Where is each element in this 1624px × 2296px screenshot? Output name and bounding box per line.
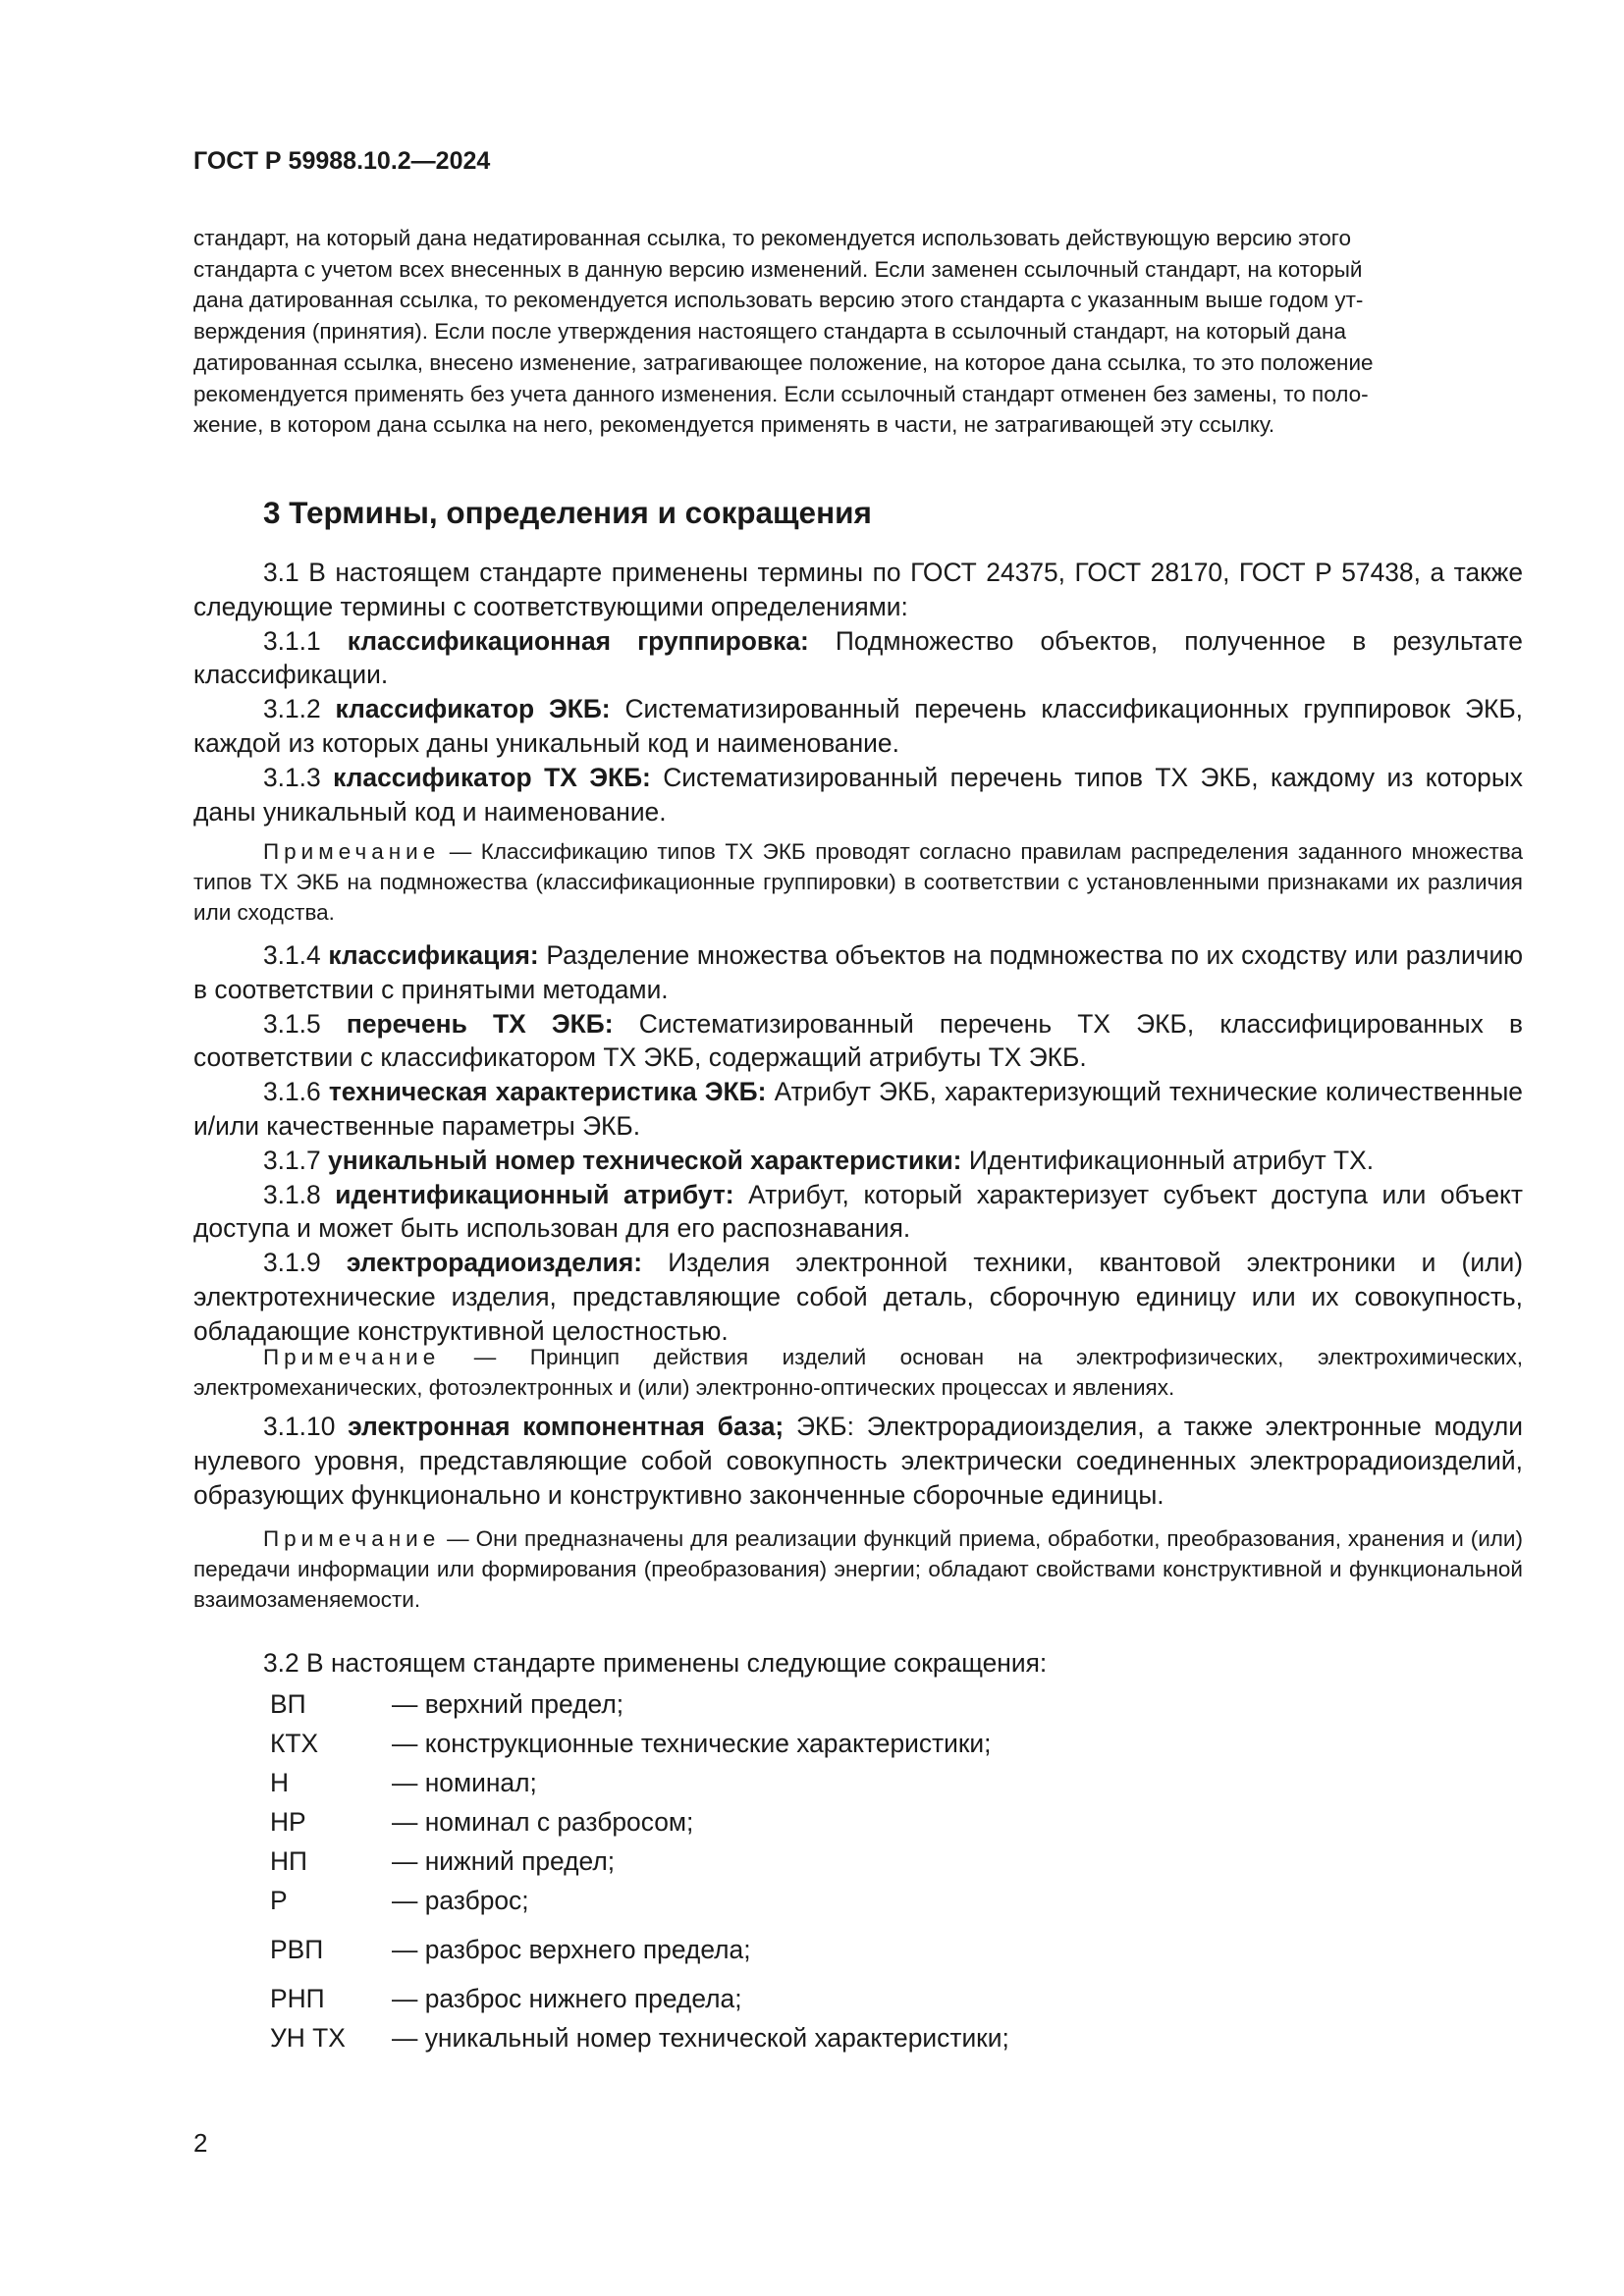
- term-3-1-5: 3.1.5 перечень ТХ ЭКБ: Систематизированный перечень ТХ ЭКБ, классифицированных в соответствии с классификатором ТХ ЭКБ, содержащий атрибуты ТХ ЭКБ.: [193, 1008, 1523, 1073]
- term-3-1-3: 3.1.3 классификатор ТХ ЭКБ: Систематизированный перечень типов ТХ ЭКБ, каждому из которых даны уникальный код и наименование.: [193, 762, 1523, 827]
- document-header: ГОСТ Р 59988.10.2—2024: [193, 147, 491, 175]
- term-title: электрорадиоизделия:: [346, 1248, 643, 1278]
- term-title: классификатор ЭКБ:: [335, 694, 611, 724]
- abbreviation-meaning: — разброс верхнего предела;: [392, 1935, 751, 1964]
- note-text: — Принцип действия изделий основан на электрофизических, электрохимических, электромеханических, фотоэлектронных и (или) электронно-оптических процессах и явлениях.: [193, 1345, 1523, 1400]
- terms-block-1: [193, 556, 1523, 828]
- intro-line: жение, в котором дана ссылка на него, рекомендуется применять в части, не затрагивающей эту ссылку.: [193, 412, 1275, 438]
- abbreviation-code: НП: [270, 1846, 308, 1876]
- intro-line: датированная ссылка, внесено изменение, затрагивающее положение, на которое дана ссылка, то это положение: [193, 349, 1374, 375]
- term-title: электронная компонентная база;: [348, 1412, 785, 1441]
- term-3-1-10: 3.1.10 электронная компонентная база; ЭКБ: Электрорадиоизделия, а также электронные модули нулевого уровня, представляющие собой совокупность электрически соединенных электрорадиоизделий, образующих функционально и конструктивно законченные сборочные единицы.: [193, 1412, 1523, 1510]
- note-label: Примечание: [263, 1345, 441, 1369]
- note-text: — Они предназначены для реализации функций приема, обработки, преобразования, хранения и (или) передачи информации или формирования (преобразования) энергии; обладают свойствами конструктивной и функциональной взаимозаменяемости.: [193, 1526, 1523, 1612]
- abbreviation-code: РВП: [270, 1935, 324, 1964]
- term-title: уникальный номер технической характеристики:: [328, 1145, 962, 1175]
- term-3-1-4: 3.1.4 классификация: Разделение множества объектов на подмножества по их сходству или различию в соответствии с принятыми методами.: [193, 940, 1523, 1004]
- term-definition: ЭКБ: Электрорадиоизделия, а также электронные модули нулевого уровня, представляющие собой совокупность электрически соединенных электрорадиоизделий, образующих функционально и конструктивно законченные сборочные единицы.: [193, 1412, 1523, 1510]
- intro-line: рекомендуется применять без учета данного изменения. Если ссылочный стандарт отменен без замены, то поло-: [193, 381, 1369, 406]
- term-definition: Атрибут ЭКБ, характеризующий технические количественные и/или качественные параметры ЭКБ.: [193, 1077, 1523, 1141]
- note-1: [193, 836, 1523, 928]
- abbreviation-code: Р: [270, 1886, 288, 1915]
- abbreviation-meaning: — номинал с разбросом;: [392, 1807, 694, 1837]
- term-definition: Систематизированный перечень ТХ ЭКБ, классифицированных в соответствии с классификатором ТХ ЭКБ, содержащий атрибуты ТХ ЭКБ.: [193, 1008, 1523, 1073]
- note-text: — Классификацию типов ТХ ЭКБ проводят согласно правилам распределения заданного множества типов ТХ ЭКБ на подмножества (классификационные группировки) в соответствии с установленными признаками их различия или сходства.: [193, 839, 1523, 925]
- page-number: 2: [193, 2128, 208, 2158]
- note-label: Примечание: [263, 1526, 441, 1551]
- abbreviation-meaning: — нижний предел;: [392, 1846, 616, 1876]
- section-title: 3 Термины, определения и сокращения: [263, 495, 872, 530]
- term-definition: Разделение множества объектов на подмножества по их сходству или различию в соответствии с принятыми методами.: [193, 940, 1523, 1004]
- note-3: [193, 1523, 1523, 1615]
- term-3-1-2: 3.1.2 классификатор ЭКБ: Систематизированный перечень классификационных группировок ЭКБ, каждой из которых даны уникальный код и наименование.: [193, 694, 1523, 758]
- term-title: классификатор ТХ ЭКБ:: [333, 762, 651, 792]
- abbreviation-meaning: — конструкционные технические характеристики;: [392, 1729, 992, 1758]
- term-definition: Подмножество объектов, полученное в результате классификации.: [193, 625, 1523, 690]
- note-label: Примечание: [263, 839, 441, 864]
- term-3-1-1: 3.1.1 классификационная группировка: Подмножество объектов, полученное в результате классификации.: [193, 625, 1523, 690]
- intro-line: стандарта с учетом всех внесенных в данную версию изменений. Если заменен ссылочный стандарт, на который: [193, 256, 1363, 282]
- paragraph-3-1: 3.1 В настоящем стандарте применены термины по ГОСТ 24375, ГОСТ 28170, ГОСТ Р 57438, а также следующие термины с соответствующими определениями:: [193, 558, 1523, 621]
- note-2: [193, 1342, 1523, 1403]
- term-title: техническая характеристика ЭКБ:: [328, 1077, 767, 1107]
- intro-line: стандарт, на который дана недатированная ссылка, то рекомендуется использовать действующую версию этого: [193, 226, 1351, 250]
- abbreviation-code: ВП: [270, 1689, 306, 1719]
- term-title: классификация:: [328, 940, 539, 970]
- intro-paragraph: [193, 223, 1523, 441]
- abbreviation-meaning: — разброс нижнего предела;: [392, 1984, 742, 2013]
- abbreviation-code: РНП: [270, 1984, 325, 2013]
- abbreviation-meaning: — номинал;: [392, 1768, 537, 1797]
- term-title: классификационная группировка:: [347, 625, 809, 656]
- term-3-1-8: 3.1.8 идентификационный атрибут: Атрибут, который характеризует субъект доступа или объект доступа и может быть использован для его распознавания.: [193, 1179, 1523, 1244]
- term-definition: Систематизированный перечень классификационных группировок ЭКБ, каждой из которых даны уникальный код и наименование.: [193, 694, 1523, 758]
- terms-block-3: [193, 1410, 1523, 1512]
- term-definition: Атрибут, который характеризует субъект доступа или объект доступа и может быть использован для его распознавания.: [193, 1179, 1523, 1244]
- abbreviation-meaning: — верхний предел;: [392, 1689, 624, 1719]
- intro-line: верждения (принятия). Если после утверждения настоящего стандарта в ссылочный стандарт, на который дана: [193, 319, 1346, 345]
- term-3-1-6: 3.1.6 техническая характеристика ЭКБ: Атрибут ЭКБ, характеризующий технические количественные и/или качественные параметры ЭКБ.: [193, 1077, 1523, 1141]
- term-definition: Идентификационный атрибут ТХ.: [968, 1145, 1375, 1175]
- intro-line: дана датированная ссылка, то рекомендуется использовать версию этого стандарта с указанным выше годом ут-: [193, 288, 1364, 313]
- abbreviation-meaning: — уникальный номер технической характеристики;: [392, 2023, 1009, 2053]
- term-title: перечень ТХ ЭКБ:: [346, 1008, 614, 1039]
- abbreviation-meaning: — разброс;: [392, 1886, 529, 1915]
- term-definition: Изделия электронной техники, квантовой электроники и (или) электротехнические изделия, представляющие собой деталь, сборочную единицу или их совокупность, обладающие конструктивной целостностью.: [193, 1248, 1523, 1346]
- terms-block-2: [193, 938, 1523, 1349]
- paragraph-3-2: 3.2 В настоящем стандарте применены следующие сокращения:: [263, 1648, 1048, 1678]
- term-3-1-7: 3.1.7 уникальный номер технической характеристики: Идентификационный атрибут ТХ.: [263, 1145, 1375, 1175]
- term-3-1-9: 3.1.9 электрорадиоизделия: Изделия электронной техники, квантовой электроники и (или) электротехнические изделия, представляющие собой деталь, сборочную единицу или их совокупность, обладающие конструктивной целостностью.: [193, 1248, 1523, 1346]
- term-title: идентификационный атрибут:: [335, 1179, 734, 1209]
- abbreviation-code: УН ТХ: [270, 2023, 346, 2053]
- term-definition: Систематизированный перечень типов ТХ ЭКБ, каждому из которых даны уникальный код и наименование.: [193, 762, 1523, 827]
- abbreviation-code: КТХ: [270, 1729, 319, 1758]
- abbreviation-code: НР: [270, 1807, 306, 1837]
- abbreviation-code: Н: [270, 1768, 290, 1797]
